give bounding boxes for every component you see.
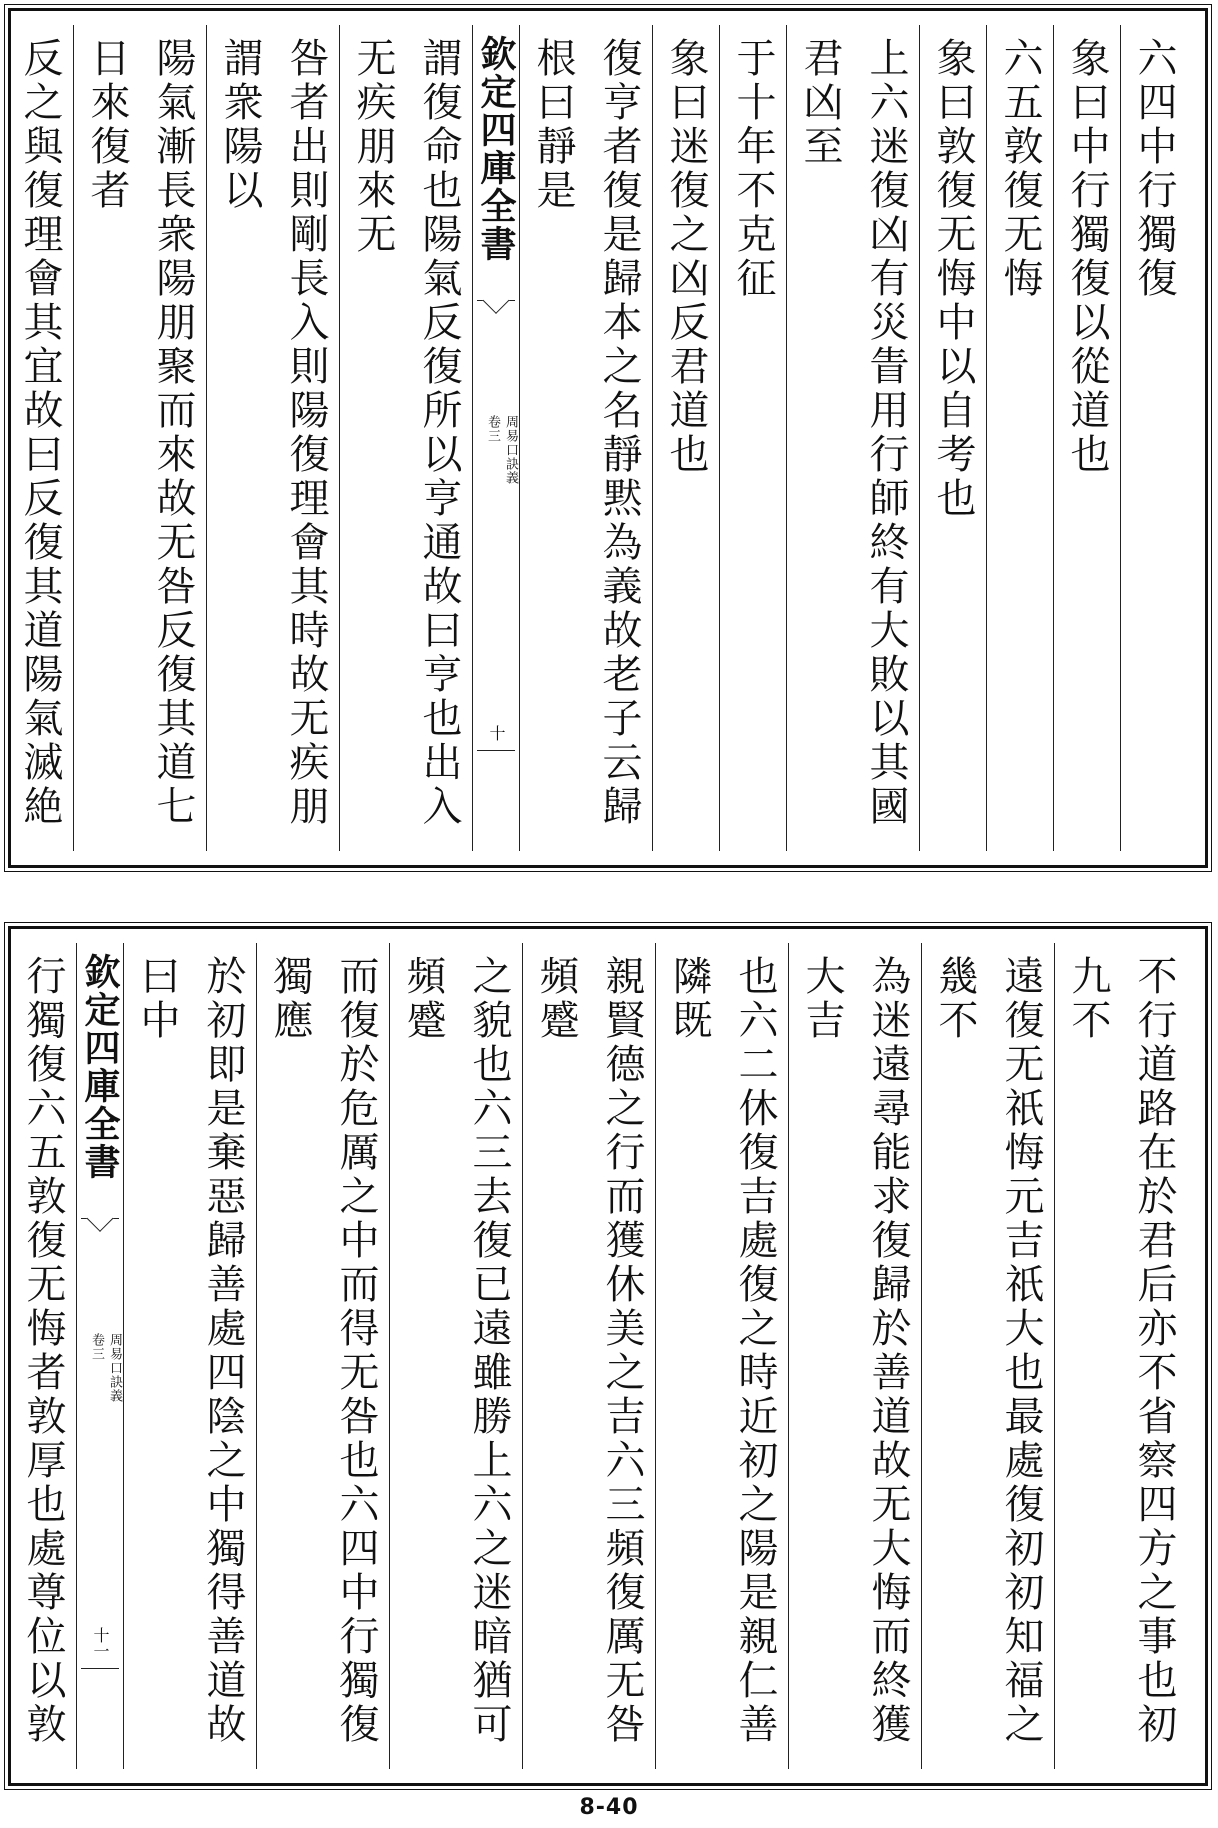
page-panel-bottom — [8, 926, 1208, 1786]
text-column: 之貌也六三去復已遠雖勝上六之迷暗猶可頻蹙 — [389, 943, 522, 1769]
text-columns — [20, 943, 1187, 1769]
book-title: 周易口訣義 — [107, 1333, 122, 1403]
spine-divider — [81, 1668, 119, 1669]
text-column: 謂復命也陽氣反復所以亨通故曰亨也出入无疾朋來无 — [339, 25, 472, 851]
text-column: 遠復无祇悔元吉祇大也最處復初初知福之㡬不 — [921, 943, 1054, 1769]
book-title: 周易口訣義 — [503, 415, 518, 485]
text-column: 六四中行獨復 — [1120, 25, 1187, 851]
text-column: 為迷遠尋能求復歸於善道故无大悔而終獲大吉 — [788, 943, 921, 1769]
spine-divider — [477, 750, 515, 751]
fishtail-mark — [477, 300, 515, 331]
folio-number: 十一 — [91, 1627, 110, 1659]
text-column: 於初即是棄惡歸善處四陰之中獨得善道故曰中 — [123, 943, 256, 1769]
header-title: 欽定四庫全書 — [79, 953, 121, 1181]
center-spine — [472, 25, 519, 851]
juan-label: 卷三 — [89, 1333, 104, 1361]
text-column: 象曰中行獨復以從道也 — [1053, 25, 1120, 851]
text-column: 陽氣漸長衆陽朋聚而來故无咎反復其道七日來復者 — [73, 25, 206, 851]
text-column: 反之與復理會其宜故曰反復其道陽氣滅絶 — [0, 25, 73, 851]
text-column: 復亨者復是歸本之名靜黙為義故老子云歸根曰靜是 — [519, 25, 652, 851]
text-column: 咎者出則剛長入則陽復理會其時故无疾朋謂衆陽以 — [206, 25, 339, 851]
folio-number: 十 — [487, 725, 506, 741]
text-column: 也六二休復吉處復之時近初之陽是親仁善隣既 — [655, 943, 788, 1769]
text-column: 不行道路在於君后亦不省察四方之事也初九不 — [1054, 943, 1187, 1769]
fishtail-mark — [81, 1218, 119, 1249]
book-info — [473, 415, 519, 485]
juan-label: 卷三 — [485, 415, 500, 443]
text-column: 六五敦復无悔 — [986, 25, 1053, 851]
text-columns — [17, 25, 1187, 851]
page-number: 8-40 — [579, 1795, 639, 1820]
text-column: 而復於危厲之中而得无咎也六四中行獨復獨應 — [256, 943, 389, 1769]
text-column: 行獨復六五敦復无悔者敦厚也處尊位以敦 — [0, 943, 76, 1769]
text-column: 于十年不克征 — [719, 25, 786, 851]
header-title: 欽定四庫全書 — [475, 35, 517, 263]
center-spine — [76, 943, 123, 1769]
text-column: 上六迷復凶有災眚用行師終有大敗以其國君凶至 — [786, 25, 919, 851]
page-panel-top — [8, 8, 1208, 868]
text-column: 象曰敦復无悔中以自考也 — [919, 25, 986, 851]
book-info — [77, 1333, 123, 1403]
text-column: 象曰迷復之凶反君道也 — [652, 25, 719, 851]
text-column: 親賢德之行而獲休美之吉六三頻復厲无咎頻蹙 — [522, 943, 655, 1769]
